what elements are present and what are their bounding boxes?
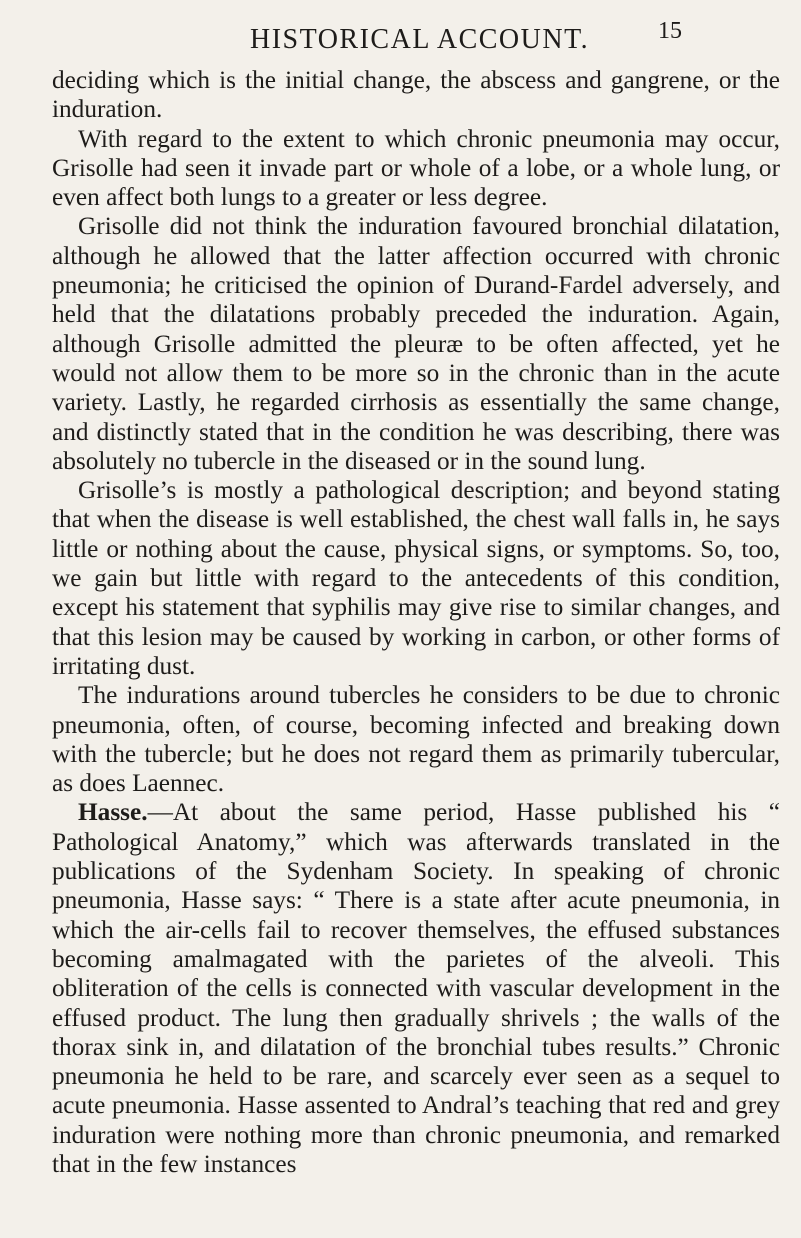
running-head [0, 14, 801, 54]
paragraph-text: Grisolle’s is mostly a pathological description; and beyond stating that when the disease is well established, the chest wall falls in, he says little or nothing about the cause, physical signs, or symptoms. So, too, we gain but little with regard to the antecedents of this condition, except his statement that syphilis may give rise to similar changes, and that this lesion may be caused by working in carbon, or other forms of irritating dust. [52, 476, 780, 680]
paragraph-extent [52, 125, 780, 213]
paragraph-bronchial-dilatation [52, 212, 780, 476]
paragraph-indurations [52, 681, 780, 798]
body-text [52, 66, 780, 1179]
section-lead-hasse: Hasse. [78, 798, 148, 827]
paragraph-text: deciding which is the initial change, the abscess and gangrene, or the induration. [52, 66, 780, 124]
page-number: 15 [658, 18, 682, 44]
running-head-title: HISTORICAL ACCOUNT. [250, 24, 590, 55]
paragraph-text: The indurations around tubercles he considers to be due to chronic pneumonia, often, of course, becoming infected and breaking down with the tubercle; but he does not regard them as primarily tubercular, as does Laennec. [52, 681, 780, 798]
paragraph-text: With regard to the extent to which chronic pneumonia may occur, Grisolle had seen it invade part or whole of a lobe, or a whole lung, or even affect both lungs to a greater or less degree. [52, 124, 780, 212]
paragraph-hasse [52, 798, 780, 1179]
paragraph-pathological-description [52, 476, 780, 681]
paragraph-continuation [52, 66, 780, 125]
paragraph-text: Grisolle did not think the induration favoured bronchial dilatation, although he allowed that the latter affection occurred with chronic pneumonia; he criticised the opinion of Durand-Fardel adversely, and held that the dilatations probably preceded the induration. Again, although Grisolle admitted the pleuræ to be often affected, yet he would not allow them to be more so in the chronic than in the acute variety. Lastly, he regarded cirrhosis as essentially the same change, and distinctly stated that in the condition he was describing, there was absolutely no tubercle in the diseased or in the sound lung. [52, 212, 780, 475]
paragraph-text: —At about the same period, Hasse published his “ Pathological Anatomy,” which was afterwards translated in the publications of the Sydenham Society. In speaking of chronic pneumonia, Hasse says: “ There is a state after acute pneumonia, in which the air-cells fail to recover themselves, the effused substances becoming amalmagated with the parietes of the alveoli. This obliteration of the cells is connected with vascular development in the effused product. The lung then gradually shrivels ; the walls of the thorax sink in, and dilatation of the bronchial tubes results.” Chronic pneumonia he held to be rare, and scarcely ever seen as a sequel to acute pneumonia. Hasse assented to Andral’s teaching that red and grey induration were nothing more than chronic pneumonia, and remarked that in the few instances [52, 798, 780, 1178]
